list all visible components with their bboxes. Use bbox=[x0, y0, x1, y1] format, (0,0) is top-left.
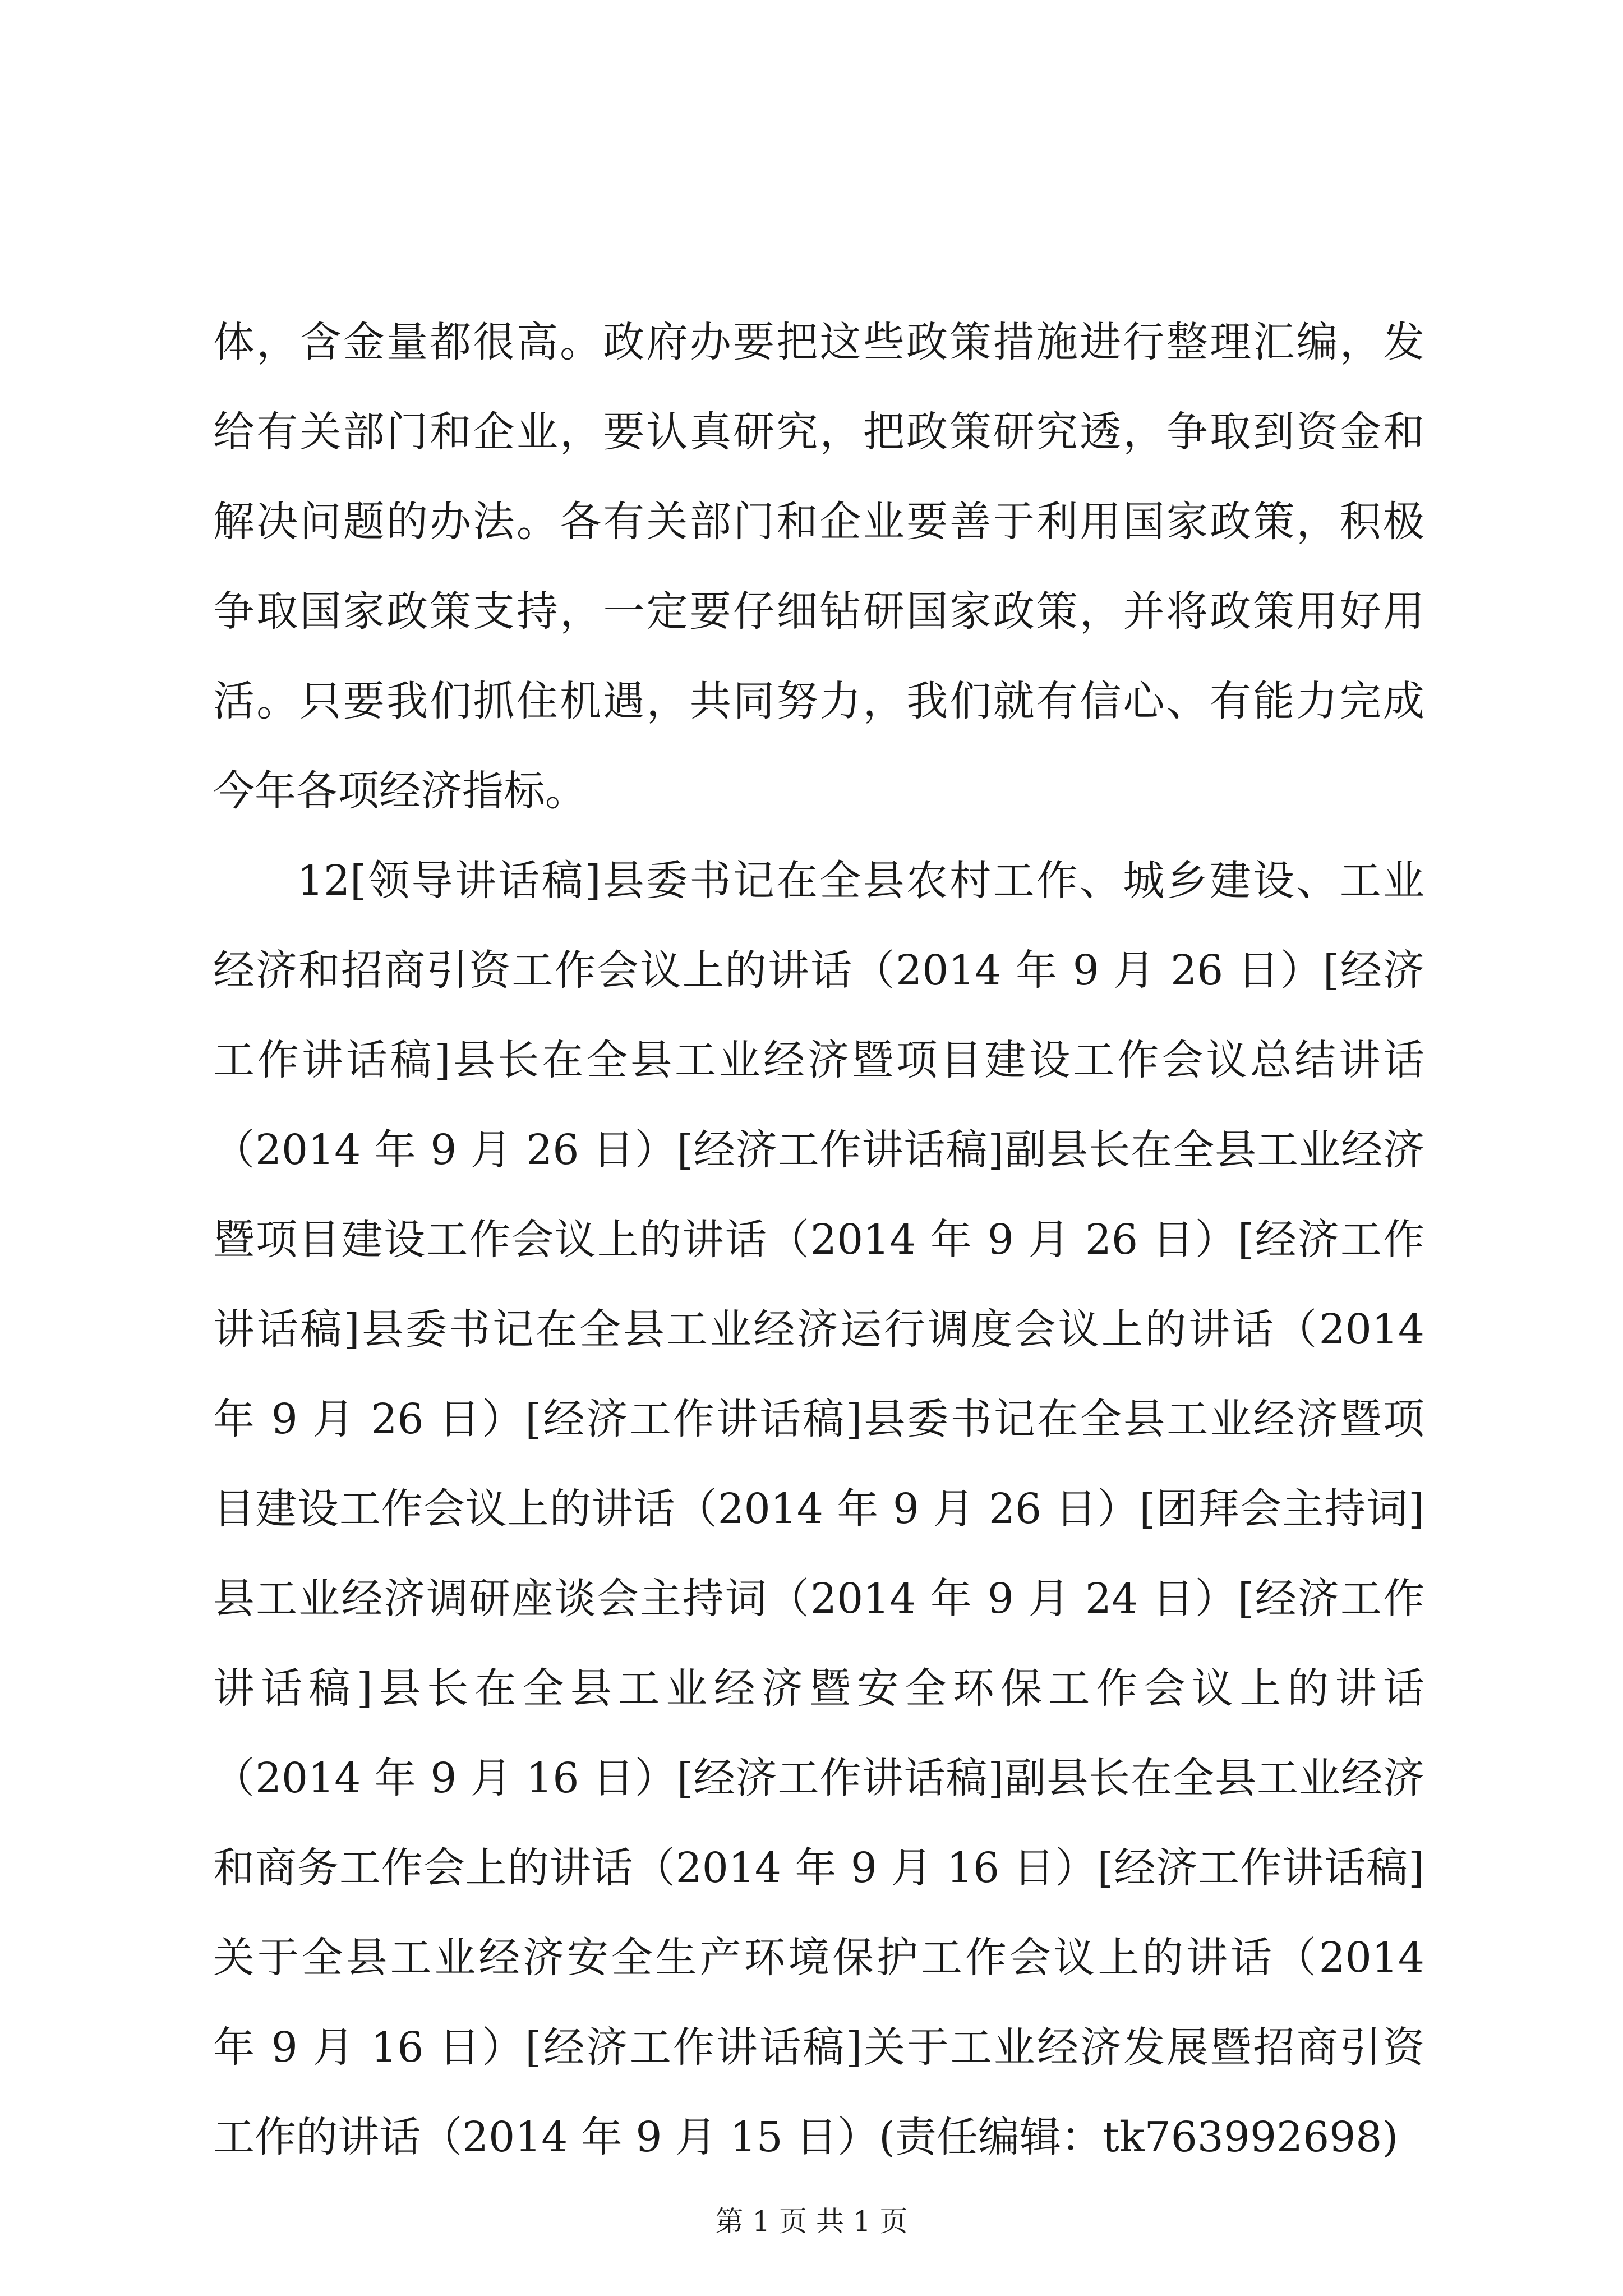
paragraph-2-line-1: 12[领导讲话稿]县委书记在全县农村工作、城乡建设、工业 bbox=[297, 857, 1424, 905]
paragraph-1-line-4: 争取国家政策支持，一定要仔细钻研国家政策，并将政策用好用 bbox=[213, 587, 1424, 636]
paragraph-2-line-7: 年 9 月 26 日）[经济工作讲话稿]县委书记在全县工业经济暨项 bbox=[213, 1395, 1424, 1443]
paragraph-2-line-6: 讲话稿]县委书记在全县工业经济运行调度会议上的讲话（2014 bbox=[213, 1305, 1424, 1354]
paragraph-2-line-4: （2014 年 9 月 26 日）[经济工作讲话稿]副县长在全县工业经济 bbox=[213, 1126, 1424, 1174]
paragraph-2-line-11: （2014 年 9 月 16 日）[经济工作讲话稿]副县长在全县工业经济 bbox=[213, 1754, 1424, 1802]
paragraph-1-line-3: 解决问题的办法。各有关部门和企业要善于利用国家政策，积极 bbox=[213, 498, 1424, 546]
paragraph-1-line-5: 活。只要我们抓住机遇，共同努力，我们就有信心、有能力完成 bbox=[213, 677, 1424, 725]
paragraph-2-line-2: 经济和招商引资工作会议上的讲话（2014 年 9 月 26 日）[经济 bbox=[213, 946, 1424, 995]
paragraph-1-line-1: 体，含金量都很高。政府办要把这些政策措施进行整理汇编，发 bbox=[213, 318, 1424, 366]
paragraph-1-line-6: 今年各项经济指标。 bbox=[213, 767, 587, 815]
paragraph-2-line-8: 目建设工作会议上的讲话（2014 年 9 月 26 日）[团拜会主持词] bbox=[213, 1485, 1424, 1533]
paragraph-2-line-12: 和商务工作会上的讲话（2014 年 9 月 16 日）[经济工作讲话稿] bbox=[213, 1844, 1424, 1892]
paragraph-2-line-3: 工作讲话稿]县长在全县工业经济暨项目建设工作会议总结讲话 bbox=[213, 1036, 1424, 1084]
paragraph-2-line-5: 暨项目建设工作会议上的讲话（2014 年 9 月 26 日）[经济工作 bbox=[213, 1216, 1424, 1264]
paragraph-2-line-9: 县工业经济调研座谈会主持词（2014 年 9 月 24 日）[经济工作 bbox=[213, 1575, 1424, 1623]
paragraph-2-line-15: 工作的讲话（2014 年 9 月 15 日）(责任编辑：tk763992698) bbox=[213, 2113, 1399, 2161]
paragraph-2-line-13: 关于全县工业经济安全生产环境保护工作会议上的讲话（2014 bbox=[213, 1934, 1424, 1982]
paragraph-2-line-10: 讲话稿]县长在全县工业经济暨安全环保工作会议上的讲话 bbox=[213, 1664, 1424, 1713]
page-number-footer: 第 1 页 共 1 页 bbox=[715, 2205, 908, 2238]
paragraph-1-line-2: 给有关部门和企业，要认真研究，把政策研究透，争取到资金和 bbox=[213, 408, 1424, 456]
paragraph-2-line-14: 年 9 月 16 日）[经济工作讲话稿]关于工业经济发展暨招商引资 bbox=[213, 2023, 1424, 2072]
